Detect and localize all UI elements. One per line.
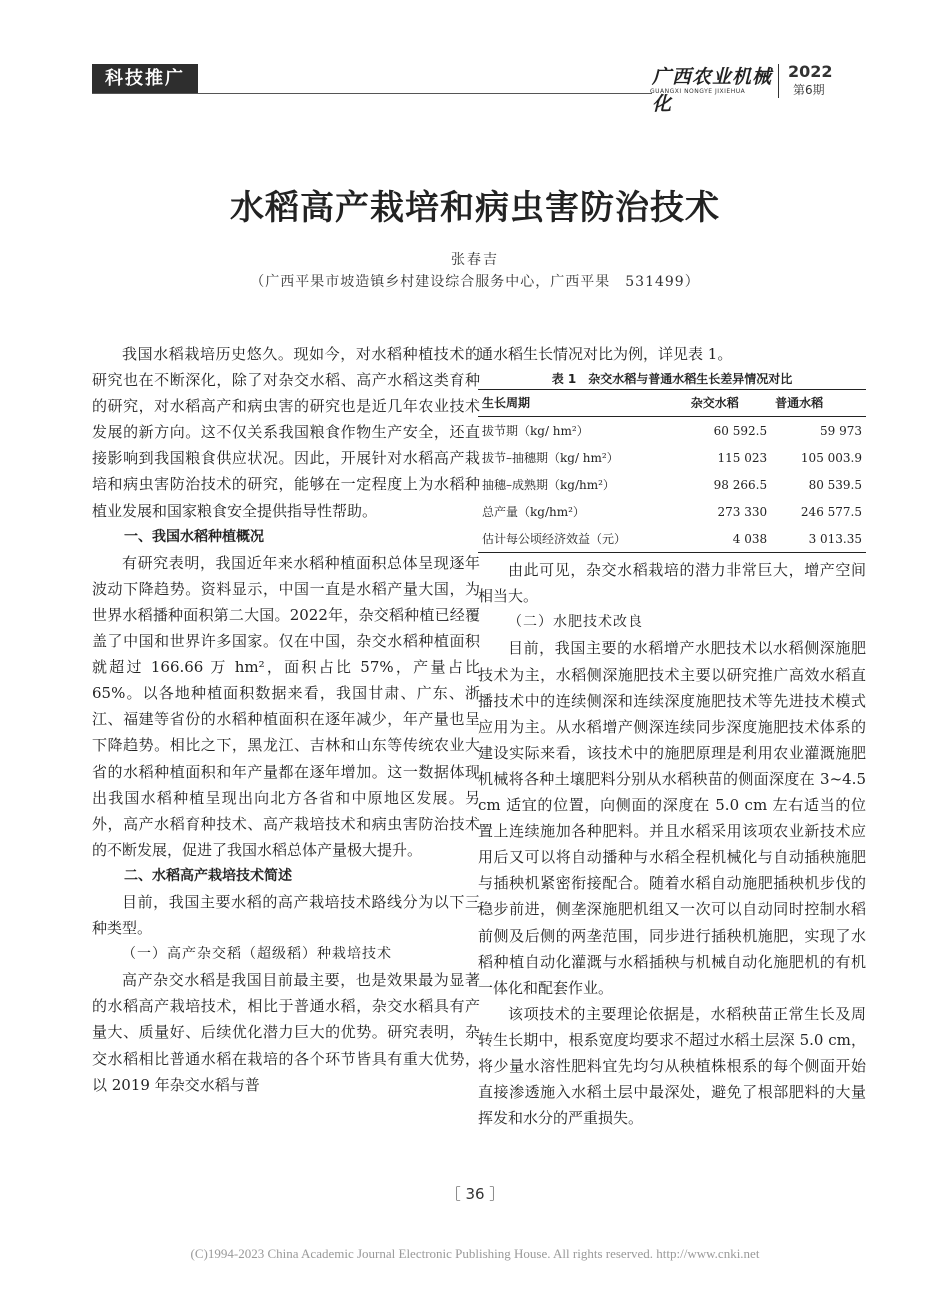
magazine-logo: 广西农业机械化 <box>652 66 773 115</box>
header-rule <box>92 93 652 94</box>
table-cell: 246 577.5 <box>800 504 862 519</box>
paragraph-continued: 通水稻生长情况对比为例，详见表 1。 <box>478 345 733 363</box>
issue-year: 2022 <box>788 62 833 81</box>
table-header-row <box>478 390 866 417</box>
table-cell: 273 330 <box>717 504 768 519</box>
table-cell: 抽穗–成熟期（kg/hm²） <box>482 477 615 492</box>
article-author: 张春吉 <box>451 252 499 268</box>
author-affiliation: （广西平果市坡造镇乡村建设综合服务中心，广西平果 531499） <box>250 274 700 290</box>
table-row <box>478 444 866 471</box>
left-column <box>92 341 480 1098</box>
table-cell: 115 023 <box>717 450 768 465</box>
table-header-cell: 普通水稻 <box>771 390 866 417</box>
table-cell: 98 266.5 <box>713 477 768 492</box>
issue-number: 第6期 <box>793 83 825 97</box>
paragraph: 有研究表明，我国近年来水稻种植面积总体呈现逐年波动下降趋势。资料显示，中国一直是水稻产量大国，为世界水稻播种面积第二大国。2022年，杂交稻种植已经覆盖了中国和世界许多国家。仅在中国，杂交水稻种植面积就超过 166.66 万 hm²，面积占比 57%，产量占比 65%。以各地种植面积数据来看，我国甘肃、广东、浙江、福建等省份的水稻种植面积在逐年减少，年产量也呈下降趋势。相比之下，黑龙江、吉林和山东等传统农业大省的水稻种植面积和年产量都在逐年增加。这一数据体现出我国水稻种植呈现出向北方各省和中原地区发展。另外，高产水稻育种技术、高产栽培技术和病虫害防治技术的不断发展，促进了我国水稻总体产量极大提升。 <box>92 553 480 859</box>
table-cell: 60 592.5 <box>713 423 768 438</box>
table-header-cell: 杂交水稻 <box>687 390 771 417</box>
paragraph: 目前，我国主要水稻的高产栽培技术路线分为以下三种类型。 <box>92 892 480 938</box>
table-row <box>478 471 866 498</box>
table-cell: 59 973 <box>820 423 862 438</box>
table-cell: 80 539.5 <box>808 477 862 492</box>
section-heading-2: 二、水稻高产栽培技术简述 <box>124 867 292 884</box>
paragraph: 高产杂交水稻是我国目前最主要，也是效果最为显著的水稻高产栽培技术，相比于普通水稻，杂交水稻具有产量大、质量好、后续优化潜力巨大的优势。研究表明，杂交水稻相比普通水稻在栽培的各个环节皆具有重大优势，以 2019 年杂交水稻与普 <box>92 971 480 1094</box>
paragraph: 该项技术的主要理论依据是，水稻秧苗正常生长及周转生长期中，根系宽度均要求不超过水稻土层深 5.0 cm，将少量水溶性肥料宜先均匀从秧植株根系的每个侧面开始直接渗透施入水稻土层中最深处，避免了根部肥料的大量挥发和水分的严重损失。 <box>478 1004 866 1128</box>
table-cell: 拔节期（kg/ hm²） <box>482 423 589 438</box>
paragraph: 由此可见，杂交水稻栽培的潜力非常巨大，增产空间相当大。 <box>478 561 866 606</box>
table-cell: 拔节–抽穗期（kg/ hm²） <box>482 450 619 465</box>
table-cell: 3 013.35 <box>771 525 866 553</box>
table-header-cell: 生长周期 <box>478 390 687 417</box>
comparison-table <box>478 389 866 553</box>
subsection-heading-2: （二）水肥技术改良 <box>508 614 643 631</box>
section-tag: 科技推广 <box>92 64 198 94</box>
article-title: 水稻高产栽培和病虫害防治技术 <box>230 188 720 228</box>
paragraph: 目前，我国主要的水稻增产水肥技术以水稻侧深施肥技术为主，水稻侧深施肥技术主要以研究推广高效水稻直播技术中的连续侧深和连续深度施肥技术等先进技术模式应用为主。从水稻增产侧深连续同步深度施肥技术体系的建设实际来看，该技术中的施肥原理是利用农业灌溉施肥机械将各种土壤肥料分别从水稻秧苗的侧面深度在 3~4.5 cm 适宜的位置，向侧面的深度在 5.0 cm 左右适当的位置上连续施加各种肥料。并且水稻采用该项农业新技术应用后又可以将自动播种与水稻全程机械化与自动插秧施肥与插秧机紧密衔接配合。随着水稻自动施肥插秧机步伐的稳步前进，侧垄深施肥机组又一次可以自动同时控制水稻前侧及后侧的两垄范围，同步进行插秧机施肥，实现了水稻种植自动化灌溉与水稻插秧与机械自动化施肥机的有机一体化和配套作业。 <box>478 639 866 997</box>
copyright-notice: (C)1994-2023 China Academic Journal Electronic Publishing House. All rights reserved. http://www.cnki.net <box>190 1246 760 1261</box>
right-column <box>478 341 866 1131</box>
table-cell: 估计每公顷经济效益（元） <box>478 525 687 553</box>
table-row <box>478 417 866 445</box>
page-number: ［ 36 ］ <box>445 1185 505 1203</box>
magazine-english-name: GUANGXI NONGYE JIXIEHUA <box>650 88 746 95</box>
section-heading-1: 一、我国水稻种植概况 <box>124 528 264 545</box>
table-caption: 表 1 杂交水稻与普通水稻生长差异情况对比 <box>551 372 793 387</box>
table-cell: 4 038 <box>687 525 771 553</box>
intro-paragraph: 我国水稻栽培历史悠久。现如今，对水稻种植技术的研究也在不断深化，除了对杂交水稻、高产水稻这类育种的研究，对水稻高产和病虫害的研究也是近几年农业技术发展的新方向。这不仅关系我国粮食作物生产安全，还直接影响到我国粮食供应状况。因此，开展针对水稻高产栽培和病虫害防治技术的研究，能够在一定程度上为水稻种植业发展和国家粮食安全提供指导性帮助。 <box>92 345 480 520</box>
table-cell: 105 003.9 <box>800 450 862 465</box>
table-row <box>478 525 866 553</box>
table-cell: 总产量（kg/hm²） <box>482 504 585 519</box>
header-divider <box>778 64 779 98</box>
table-row <box>478 498 866 525</box>
subsection-heading-1: （一）高产杂交稻（超级稻）种栽培技术 <box>122 946 392 963</box>
